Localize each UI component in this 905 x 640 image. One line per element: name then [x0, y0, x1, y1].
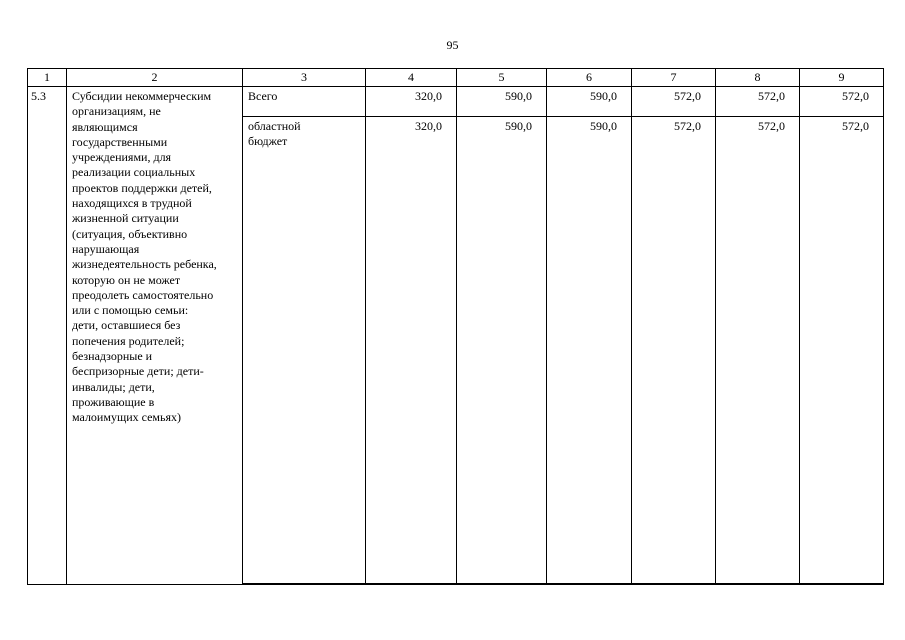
empty-cell [457, 584, 547, 585]
description-line: безнадзорные и [72, 349, 153, 364]
description-line: учреждениями, для [72, 150, 172, 165]
value-cell: 590,0 [547, 117, 632, 584]
funding-source-regional [243, 117, 366, 584]
description-line: находящихся в трудной [72, 196, 192, 211]
value-cell: 572,0 [632, 117, 716, 584]
page-number: 95 [446, 38, 459, 52]
funding-source-total: Всего [243, 87, 366, 117]
description-line: Субсидии некоммерческим [72, 89, 212, 103]
description-line: малоимущих семьях) [72, 410, 181, 425]
value-cell: 572,0 [716, 87, 800, 117]
empty-cell [366, 584, 457, 585]
empty-cell [547, 584, 632, 585]
description-line: которую он не может [72, 272, 181, 287]
source-line: бюджет [248, 134, 288, 148]
column-header: 7 [632, 69, 716, 87]
description-line: или с помощью семьи: [72, 303, 189, 318]
description-line: государственными [72, 134, 168, 149]
empty-cell [632, 584, 716, 585]
value-cell: 590,0 [457, 117, 547, 584]
description-line: реализации социальных [72, 165, 196, 180]
value-cell: 320,0 [366, 117, 457, 584]
description-line: проектов поддержки детей, [72, 180, 212, 195]
description-line: попечения родителей; [72, 333, 185, 348]
value-cell: 590,0 [547, 87, 632, 117]
empty-cell [243, 584, 366, 585]
column-header: 8 [716, 69, 800, 87]
empty-cell [716, 584, 800, 585]
description-line: инвалиды; дети, [72, 379, 155, 394]
column-header: 6 [547, 69, 632, 87]
value-cell: 572,0 [800, 117, 884, 584]
column-header: 3 [243, 69, 366, 87]
column-number-row [28, 69, 884, 87]
description-line: жизненной ситуации [72, 211, 179, 226]
value-cell: 590,0 [457, 87, 547, 117]
description-line: организациям, не [72, 104, 161, 119]
description-line: беспризорные дети; дети- [72, 364, 204, 379]
column-header: 2 [67, 69, 243, 87]
description-line: преодолеть самостоятельно [72, 287, 214, 302]
column-header: 1 [28, 69, 67, 87]
column-header: 4 [366, 69, 457, 87]
budget-table [27, 68, 884, 585]
item-description [67, 87, 243, 585]
value-cell: 572,0 [800, 87, 884, 117]
description-line: нарушающая [72, 241, 140, 256]
value-cell: 572,0 [632, 87, 716, 117]
value-cell: 320,0 [366, 87, 457, 117]
description-line: дети, оставшиеся без [72, 318, 181, 333]
value-cell: 572,0 [716, 117, 800, 584]
table-row [28, 87, 884, 117]
item-number: 5.3 [28, 87, 67, 585]
column-header: 5 [457, 69, 547, 87]
description-line: являющимся [72, 119, 138, 134]
source-line: областной [248, 119, 301, 133]
description-line: (ситуация, объективно [72, 226, 188, 241]
description-line: проживающие в [72, 394, 155, 409]
column-header: 9 [800, 69, 884, 87]
description-line: жизнедеятельность ребенка, [72, 257, 217, 272]
empty-cell [800, 584, 884, 585]
